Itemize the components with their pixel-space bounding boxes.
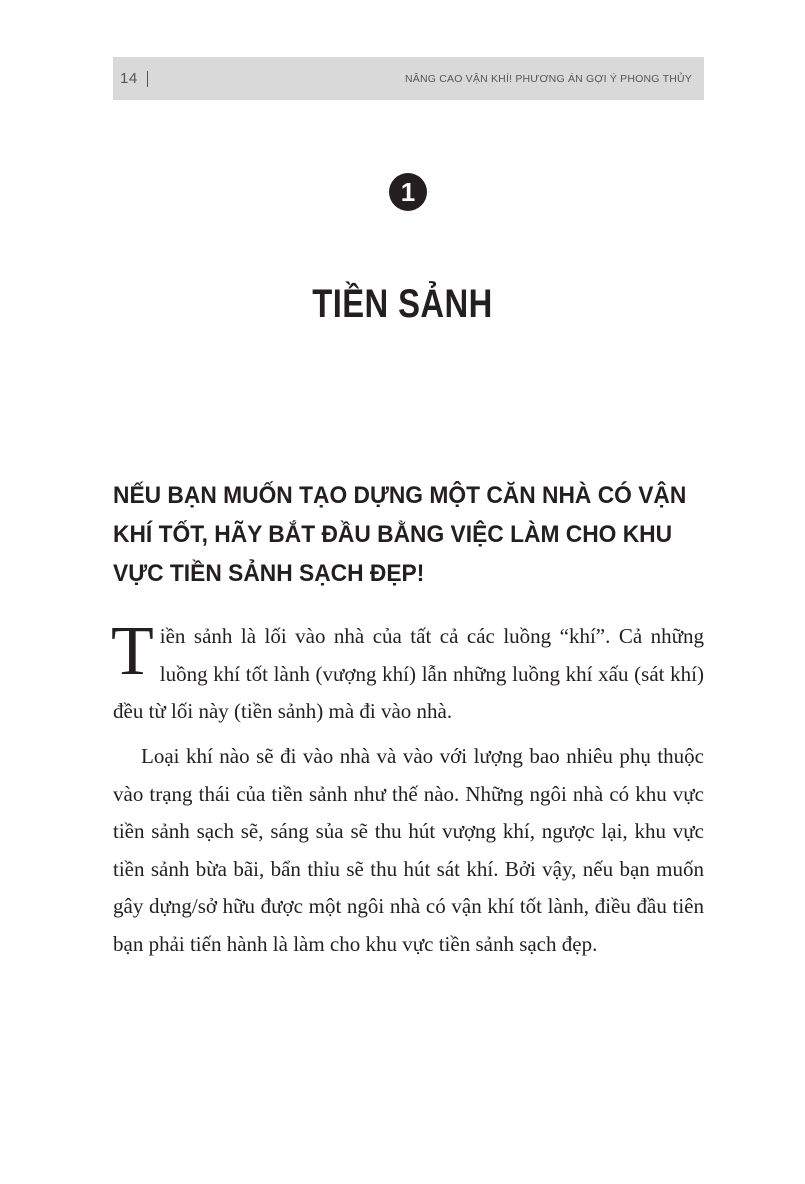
running-title: NÂNG CAO VẬN KHÍ! PHƯƠNG ÁN GỢI Ý PHONG THỦY (404, 73, 692, 85)
chapter-title: TIỀN SẢNH (312, 282, 493, 326)
drop-cap: T (111, 613, 154, 690)
header-divider (147, 71, 148, 87)
page-header (113, 57, 704, 100)
paragraph-1-text: iền sảnh là lối vào nhà của tất cả các luồng “khí”. Cả những luồng khí tốt lành (vượng khí) lẫn những luồng khí xấu (sát khí) đều từ lối này (tiền sảnh) mà đi vào nhà. (113, 624, 704, 724)
chapter-number-badge: 1 (389, 173, 427, 211)
section-subheading: NẾU BẠN MUỐN TẠO DỰNG MỘT CĂN NHÀ CÓ VẬN KHÍ TỐT, HÃY BẮT ĐẦU BẰNG VIỆC LÀM CHO KHU VỰC TIỀN SẢNH SẠCH ĐẸP! (113, 482, 687, 587)
body-paragraph-2: Loại khí nào sẽ đi vào nhà và vào với lượng bao nhiêu phụ thuộc vào trạng thái của tiền sảnh như thế nào. Những ngôi nhà có khu vực tiền sảnh sạch sẽ, sáng sủa sẽ thu hút vượng khí, ngược lại, khu vực tiền sảnh bừa bãi, bẩn thỉu sẽ thu hút sát khí. Bởi vậy, nếu bạn muốn gây dựng/sở hữu được một ngôi nhà có vận khí tốt lành, điều đầu tiên bạn phải tiến hành là làm cho khu vực tiền sảnh sạch đẹp. (113, 744, 704, 956)
page-number: 14 (120, 70, 138, 87)
body-paragraph-1 (111, 613, 704, 731)
